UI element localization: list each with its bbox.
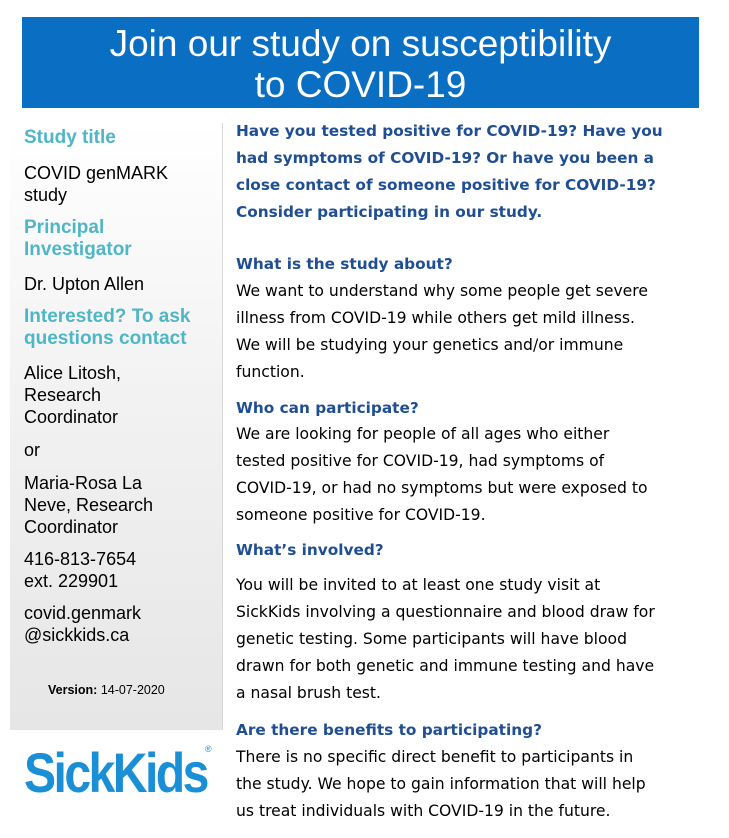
- title-banner: [22, 17, 699, 108]
- pi-label-line-1: Principal: [24, 217, 105, 238]
- body-line: COVID-19, or had no symptoms but were exposed to: [236, 479, 648, 497]
- contact-label: [24, 306, 190, 350]
- contact-2: [24, 472, 153, 538]
- intro-line-4: Consider participating in our study.: [236, 203, 543, 221]
- section-heading-about: What is the study about?: [236, 255, 453, 273]
- principal-investigator-name: Dr. Upton Allen: [24, 274, 145, 294]
- body-line: We will be studying your genetics and/or immune: [236, 336, 624, 354]
- contact-email: [24, 602, 141, 646]
- section-heading-involved: What’s involved?: [236, 541, 384, 559]
- body-line: drawn for both genetic and immune testing and have: [236, 657, 655, 675]
- body-line: a nasal brush test.: [236, 684, 381, 702]
- or-text: or: [24, 440, 41, 460]
- email-line-1: covid.genmark: [24, 603, 142, 623]
- phone-line-2: ext. 229901: [24, 571, 119, 591]
- body-line: We want to understand why some people get severe: [236, 282, 648, 300]
- pi-label-line-2: Investigator: [24, 239, 132, 260]
- section-body-who: [236, 421, 718, 529]
- intro-line-2: had symptoms of COVID-19? Or have you been a: [236, 149, 654, 167]
- body-line: There is no specific direct benefit to participants in: [236, 748, 634, 766]
- body-line: the study. We hope to gain information that will help: [236, 775, 646, 793]
- intro-line-1: Have you tested positive for COVID-19? Have you: [236, 122, 663, 140]
- contact-1-line-2: Research: [24, 385, 102, 405]
- contact-1-line-3: Coordinator: [24, 407, 119, 427]
- study-info-sidebar: [10, 123, 223, 730]
- contact-1: [24, 362, 121, 428]
- version-info: [48, 683, 165, 697]
- body-line: function.: [236, 363, 305, 381]
- version-value: 14-07-2020: [100, 683, 165, 697]
- body-line: genetic testing. Some participants will have blood: [236, 630, 627, 648]
- contact-2-line-1: Maria-Rosa La: [24, 473, 143, 493]
- contact-1-line-1: Alice Litosh,: [24, 363, 122, 383]
- section-heading-benefits: Are there benefits to participating?: [236, 721, 542, 739]
- body-line: someone positive for COVID-19.: [236, 506, 486, 524]
- phone-number: [24, 548, 136, 592]
- body-line: tested positive for COVID-19, had symptoms of: [236, 452, 605, 470]
- body-line: You will be invited to at least one study visit at: [236, 576, 601, 594]
- contact-2-line-2: Neve, Research: [24, 495, 154, 515]
- body-line: SickKids involving a questionnaire and blood draw for: [236, 603, 655, 621]
- study-title-line-1: COVID genMARK: [24, 163, 169, 183]
- body-line: us treat individuals with COVID-19 in the future.: [236, 802, 611, 820]
- study-title-line-2: study: [24, 185, 68, 205]
- sickkids-logo-text: SickKids: [24, 741, 207, 804]
- contact-2-line-3: Coordinator: [24, 517, 119, 537]
- contact-label-line-2: questions contact: [24, 328, 187, 349]
- contact-label-line-1: Interested? To ask: [24, 306, 191, 327]
- body-line: illness from COVID-19 while others get mild illness.: [236, 309, 635, 327]
- banner-title-line-2: to COVID-19: [254, 64, 467, 105]
- registered-mark-icon: ®: [205, 744, 212, 754]
- section-body-involved: [236, 572, 718, 707]
- email-line-2: @sickkids.ca: [24, 625, 130, 645]
- study-title-label: Study title: [24, 127, 116, 148]
- sickkids-logo: [24, 740, 220, 806]
- version-label: Version:: [48, 683, 98, 697]
- section-body-benefits: [236, 744, 718, 825]
- phone-line-1: 416-813-7654: [24, 549, 137, 569]
- section-heading-who: Who can participate?: [236, 399, 419, 417]
- principal-investigator-label: [24, 217, 132, 261]
- section-body-about: [236, 278, 718, 386]
- body-line: We are looking for people of all ages who either: [236, 425, 610, 443]
- intro-line-3: close contact of someone positive for COVID-19?: [236, 176, 656, 194]
- study-title-value: [24, 162, 168, 206]
- banner-title-line-1: Join our study on susceptibility: [109, 23, 612, 64]
- intro-questions: [236, 118, 716, 226]
